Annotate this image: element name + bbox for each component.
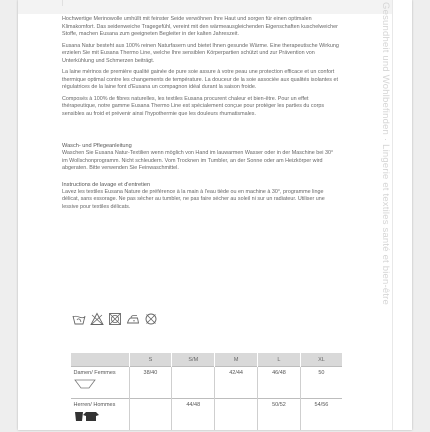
table-row — [71, 367, 343, 399]
size-header-m: M — [215, 353, 258, 367]
german-description: Hochwertige Merinowolle umhüllt mit feinster Seide verwöhnen Ihre Haut und sorgen für einen optimalen Klimakomfort. Das seidenweiche Tragegefühl, vereint mit den wärmeausgleichenden Eigenschaften kuschelweicher Stoffe, machen Eusana zum geeigneten Begleiter in der kalten Jahreszeit. — [62, 16, 338, 37]
care-symbols — [72, 310, 192, 328]
size-cell — [172, 367, 215, 399]
men-garment-icon — [74, 411, 100, 422]
size-chart — [70, 353, 342, 430]
iron-low-icon — [126, 312, 140, 326]
no-bleach-icon — [90, 312, 104, 326]
row-label-women — [71, 367, 130, 399]
size-cell: 42/44 — [215, 367, 258, 399]
row-label-men — [71, 399, 130, 431]
side-panel — [392, 0, 412, 430]
size-cell: 50 — [300, 367, 342, 399]
side-slogan: Gesundheit und Wohlbefinden · Lingerie et textiles santé et bien-être — [380, 2, 391, 306]
no-tumble-dry-icon — [108, 312, 122, 326]
size-header-sm: S/M — [172, 353, 215, 367]
size-cell: 46/48 — [258, 367, 301, 399]
size-cell: 44/48 — [172, 399, 215, 431]
size-header-row — [71, 353, 343, 367]
no-dry-clean-icon — [144, 312, 158, 326]
top-shade — [18, 0, 412, 14]
size-header-blank — [71, 353, 130, 367]
size-cell — [215, 399, 258, 431]
size-cell — [129, 399, 172, 431]
package-back-panel — [18, 0, 412, 430]
french-description: La laine mérinos de première qualité gainée de pure soie assure à votre peau une protection efficace et un confort thermique optimal contre les changements de température. La douceur de la soie associée aux qualités isolantes et régulatrices de la laine font d'Eusana un compagnon idéal durant la saison froide. — [62, 69, 338, 90]
french-description-2: Composés à 100% de fibres naturelles, les textiles Eusana procurent chaleur et bien-être. Pour un effet thérapeutique, notre gamme Eusana Thermo Line est spécialement conçue pour protéger les parties du corps sensibles au froid et prévenir ainsi l'hypothermie que les douleurs rhumatismales. — [62, 95, 325, 117]
size-cell: 54/56 — [300, 399, 342, 431]
care-instructions-fr — [62, 181, 340, 212]
women-underwear-icon — [74, 379, 96, 389]
german-description-2: Eusana Natur besteht aus 100% reinen Naturfasern und bietet Ihnen gesunde Wärme. Eine therapeutische Wirkung erzielen Sie mit Eusana Thermo Line, welche Ihre sensiblen Körperpartien schützt und zur Prävention von Unterkühlung und Schmerzen beiträgt. — [62, 42, 339, 64]
hand-wash-icon — [72, 312, 86, 326]
care-title-de: Wasch- und Pflegeanleitung — [62, 143, 132, 149]
size-header-s: S — [129, 353, 172, 367]
table-row — [71, 399, 343, 431]
men-label: Herren/ Hommes — [73, 402, 116, 408]
care-instructions-de — [62, 142, 340, 173]
care-text-de: Waschen Sie Eusana Natur-Textilien wenn möglich von Hand im lauwarmen Wasser oder in der Maschine bei 30° im Wollschonprogramm. Nicht schleudern. Vom Trocknen im Tumbler, an der Sonne oder am Heizkörper wird abgeraten. Bitte verwenden Sie Feinwaschmittel. — [62, 150, 334, 171]
fold-line — [62, 0, 63, 6]
size-header-xl: XL — [300, 353, 342, 367]
size-cell: 38/40 — [129, 367, 172, 399]
size-cell: 50/52 — [258, 399, 301, 431]
care-title-fr: Instructions de lavage et d'entretien — [62, 181, 151, 188]
text-content — [62, 16, 340, 219]
women-label: Damen/ Femmes — [73, 370, 116, 376]
care-text-fr: Lavez les textiles Eusana Nature de préférence à la main à l'eau tiède ou en machine à 30°, programme linge délicat, sans essorage. Ne pas sécher au tumbler, ne pas faire sécher au soleil ni sur un radiateur. Utiliser une lessive pour textiles délicats. — [62, 188, 325, 210]
size-header-l: L — [258, 353, 301, 367]
